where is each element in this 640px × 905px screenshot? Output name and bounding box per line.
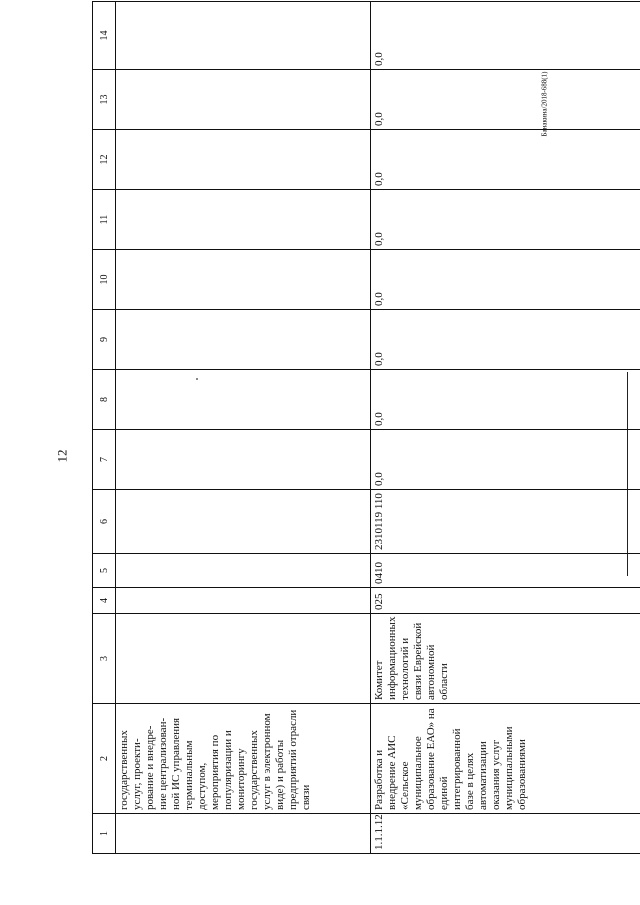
cell-code bbox=[116, 814, 371, 854]
cell-value bbox=[116, 430, 371, 490]
table-row bbox=[371, 2, 640, 854]
cell-value bbox=[116, 130, 371, 190]
header-cell: 8 bbox=[93, 370, 116, 430]
budget-table bbox=[92, 1, 640, 854]
cell-description: Разработка и внедрение АИС «Сельское муниципальное образование ЕАО» на единой интегрированной базе в целях автоматизации оказания услуг муниципальными образованиями bbox=[371, 704, 640, 814]
header-cell: 10 bbox=[93, 250, 116, 310]
cell-executor bbox=[116, 614, 371, 704]
cell-value: 0,0 bbox=[371, 310, 640, 370]
cell-target bbox=[116, 490, 371, 554]
cell-executor: Комитет информационных технологий и связи Еврейской автономной области bbox=[371, 614, 640, 704]
header-cell: 7 bbox=[93, 430, 116, 490]
header-cell: 13 bbox=[93, 70, 116, 130]
header-cell: 2 bbox=[93, 704, 116, 814]
cell-value: 0,0 bbox=[371, 70, 640, 130]
header-cell: 4 bbox=[93, 588, 116, 614]
cell-value: 0,0 bbox=[371, 2, 640, 70]
cell-grbs: 025 bbox=[371, 588, 640, 614]
cell-value: 0,0 bbox=[371, 430, 640, 490]
rotated-table-wrapper bbox=[92, 30, 640, 854]
header-cell: 14 bbox=[93, 2, 116, 70]
header-cell: 11 bbox=[93, 190, 116, 250]
header-cell: 6 bbox=[93, 490, 116, 554]
table-row bbox=[116, 2, 371, 854]
cell-description: государственных услуг, проекти- рование и внедре- ние централизован- ной ИС управления терминальным доступом, мероприятия по популяризации и мониторингу государственных услуг в электронном виде) и работы предприятий отрасли связи bbox=[116, 704, 371, 814]
header-cell: 12 bbox=[93, 130, 116, 190]
header-cell: 3 bbox=[93, 614, 116, 704]
cell-section bbox=[116, 554, 371, 588]
cell-grbs bbox=[116, 588, 371, 614]
cell-section: 0410 bbox=[371, 554, 640, 588]
cell-value bbox=[116, 190, 371, 250]
cell-value: 0,0 bbox=[371, 130, 640, 190]
header-cell: 1 bbox=[93, 814, 116, 854]
cell-value bbox=[116, 2, 371, 70]
cell-value: 0,0 bbox=[371, 190, 640, 250]
table-sheet bbox=[92, 30, 640, 854]
cell-value: 0,0 bbox=[371, 370, 640, 430]
cell-value bbox=[116, 310, 371, 370]
cell-code: 1.1.1.12 bbox=[371, 814, 640, 854]
header-row bbox=[93, 2, 116, 854]
cell-value bbox=[116, 250, 371, 310]
cell-value: 0,0 bbox=[371, 250, 640, 310]
cell-value bbox=[116, 70, 371, 130]
header-cell: 9 bbox=[93, 310, 116, 370]
cell-target: 2310119 110 bbox=[371, 490, 640, 554]
page-number: 12 bbox=[54, 449, 70, 463]
cell-value bbox=[116, 370, 371, 430]
footer-reference: Банакина/2018-688(1) bbox=[540, 71, 549, 137]
header-cell: 5 bbox=[93, 554, 116, 588]
